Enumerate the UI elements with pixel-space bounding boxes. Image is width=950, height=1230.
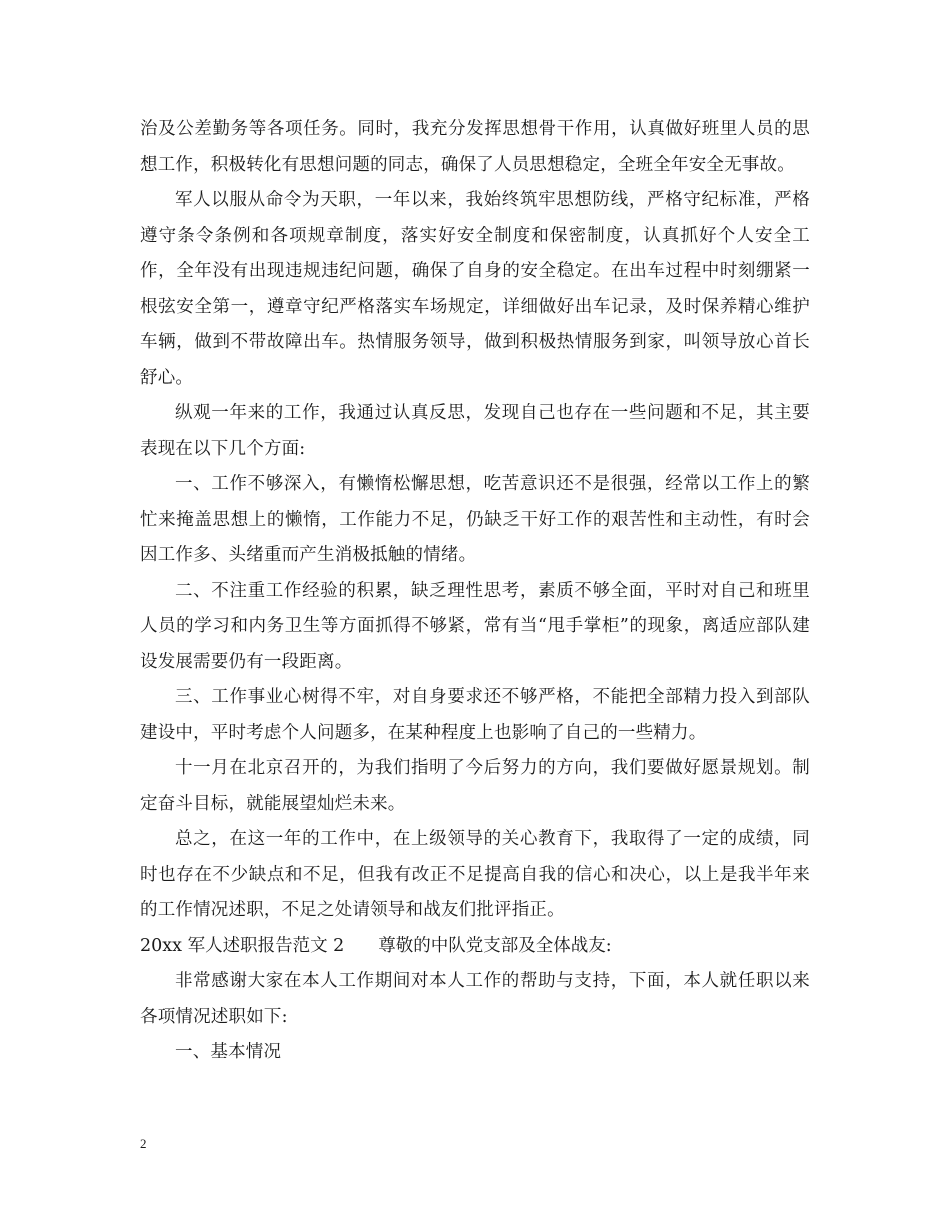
paragraph-10: 一、基本情况	[175, 1042, 282, 1062]
section-heading-line	[140, 929, 810, 965]
paragraph-7: 十一月在北京召开的，为我们指明了今后努力的方向，我们要做好愿景规划。制定奋斗目标，就能展望灿烂未来。	[140, 758, 810, 814]
page-number: 2	[140, 1136, 147, 1151]
paragraph-4: 一、工作不够深入，有懒惰松懈思想，吃苦意识还不是很强，经常以工作上的繁忙来掩盖思想上的懒惰，工作能力不足，仍缺乏干好工作的艰苦性和主动性，有时会因工作多、头绪重而产生消极抵触的情绪。	[140, 474, 810, 565]
document-body	[140, 112, 810, 1071]
paragraph-3: 纵观一年来的工作，我通过认真反思，发现自己也存在一些问题和不足，其主要表现在以下几个方面:	[140, 403, 810, 459]
paragraph-8: 总之，在这一年的工作中，在上级领导的关心教育下，我取得了一定的成绩，同时也存在不少缺点和不足，但我有改正不足提高自我的信心和决心，以上是我半年来的工作情况述职，不足之处请领导和战友们批评指正。	[140, 829, 810, 920]
paragraph-9: 非常感谢大家在本人工作期间对本人工作的帮助与支持，下面，本人就任职以来各项情况述职如下:	[140, 971, 810, 1027]
salutation: 尊敬的中队党支部及全体战友:	[378, 935, 612, 956]
paragraph-2: 军人以服从命令为天职，一年以来，我始终筑牢思想防线，严格守纪标准，严格遵守条令条例和各项规章制度，落实好安全制度和保密制度，认真抓好个人安全工作，全年没有出现违规违纪问题，确保了自身的安全稳定。在出车过程中时刻绷紧一根弦安全第一，遵章守纪严格落实车场规定，详细做好出车记录，及时保养精心维护车辆，做到不带故障出车。热情服务领导，做到积极热情服务到家，叫领导放心首长舒心。	[140, 190, 810, 388]
paragraph-5: 二、不注重工作经验的积累，缺乏理性思考，素质不够全面，平时对自己和班里人员的学习和内务卫生等方面抓得不够紧，常有当“甩手掌柜”的现象，离适应部队建设发展需要仍有一段距离。	[140, 580, 810, 672]
paragraph-1: 治及公差勤务等各项任务。同时，我充分发挥思想骨干作用，认真做好班里人员的思想工作，积极转化有思想问题的同志，确保了人员思想稳定，全班全年安全无事故。	[140, 119, 810, 175]
section-title: 20xx 军人述职报告范文 2	[140, 935, 345, 956]
paragraph-6: 三、工作事业心树得不牢，对自身要求还不够严格，不能把全部精力投入到部队建设中，平时考虑个人问题多，在某种程度上也影响了自己的一些精力。	[140, 687, 810, 743]
